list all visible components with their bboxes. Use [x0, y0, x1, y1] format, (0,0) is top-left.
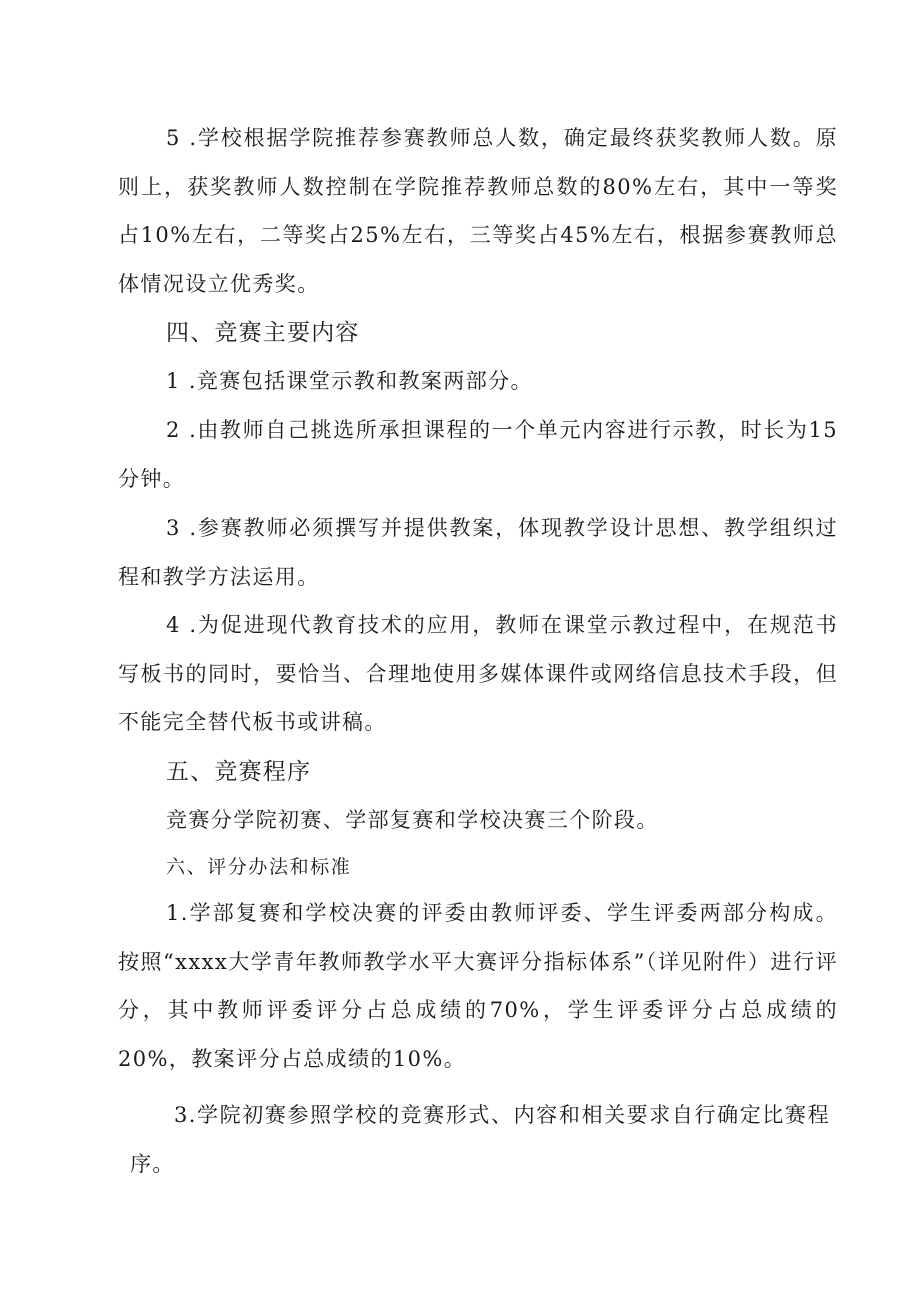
paragraph-award-ratio: 5 .学校根据学院推荐参赛教师总人数，确定最终获奖教师人数。原则上，获奖教师人数控制在学院推荐教师总数的80%左右，其中一等奖占10%左右，二等奖占25%左右，三等奖占45%左右，根据参赛教师总体情况设立优秀奖。 [118, 126, 838, 296]
scoring-item-3: 3.学院初赛参照学校的竞赛形式、内容和相关要求自行确定比赛程序。 [130, 1103, 830, 1176]
content-item-4: 4 .为促进现代教育技术的应用，教师在课堂示教过程中，在规范书写板书的同时，要恰当、合理地使用多媒体课件或网络信息技术手段，但不能完全替代板书或讲稿。 [118, 613, 838, 734]
scoring-item-1: 1.学部复赛和学校决赛的评委由教师评委、学生评委两部分构成。按照“xxxx大学青年教师教学水平大赛评分指标体系”（详见附件）进行评分，其中教师评委评分占总成绩的70%，学生评委评分占总成绩的20%，教案评分占总成绩的10%。 [118, 901, 838, 1071]
section-heading-scoring: 六、评分办法和标准 [166, 856, 352, 878]
section-heading-procedure: 五、竞赛程序 [166, 759, 312, 785]
content-item-3: 3 .参赛教师必须撰写并提供教案，体现教学设计思想、教学组织过程和教学方法运用。 [118, 516, 838, 589]
procedure-text: 竞赛分学院初赛、学部复赛和学校决赛三个阶段。 [166, 808, 659, 832]
content-item-1: 1 .竞赛包括课堂示教和教案两部分。 [166, 369, 533, 393]
content-item-2: 2 .由教师自己挑选所承担课程的一个单元内容进行示教，时长为15分钟。 [118, 418, 838, 491]
section-heading-main-content: 四、竞赛主要内容 [166, 320, 360, 346]
